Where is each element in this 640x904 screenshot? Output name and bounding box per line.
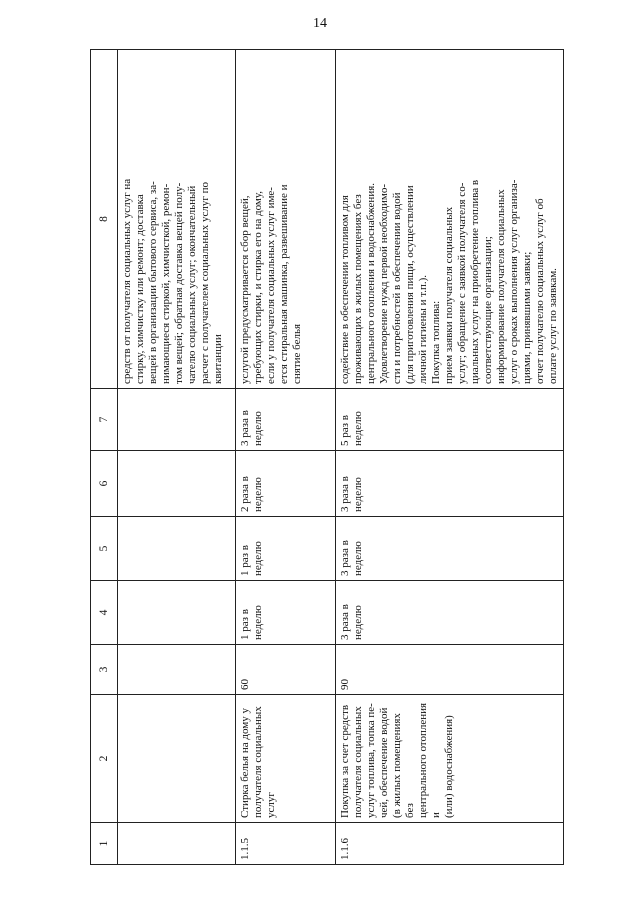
- col-header-1: 1: [91, 823, 118, 865]
- col-header-4: 4: [91, 581, 118, 645]
- description-line: сти и потребностей в обеспечении водой: [391, 192, 403, 384]
- cell-col3: [118, 645, 236, 695]
- frequency-line: 5 раз в: [339, 415, 351, 446]
- frequency-line: 3 раза в: [339, 476, 351, 512]
- cell-code: 1.1.6: [336, 823, 564, 865]
- service-name-line: чей, обеспечение водой: [378, 707, 390, 818]
- col-header-2: 2: [91, 695, 118, 823]
- frequency-line: 3 раза в: [339, 604, 351, 640]
- cell-col4: [336, 581, 564, 645]
- description-line: информирование получателя социальных: [495, 189, 507, 384]
- cell-description: [118, 50, 236, 389]
- description-line: ется стиральная машинка, развешивание и: [278, 184, 290, 384]
- description-line: личной гигиены и т.п.).: [417, 274, 429, 384]
- description-line: вещей в организации бытового сервиса, за-: [147, 181, 159, 384]
- description-line: Покупка топлива:: [430, 300, 442, 384]
- description-line: содействие в обеспечении топливом для: [339, 195, 351, 384]
- col-header-6: 6: [91, 451, 118, 517]
- col-header-5: 5: [91, 517, 118, 581]
- col-header-8: 8: [91, 50, 118, 389]
- service-name-line: (в жилых помещениях без: [391, 713, 416, 818]
- description-line: квитанции: [212, 334, 224, 384]
- cell-col7: [118, 389, 236, 451]
- cell-col5: [118, 517, 236, 581]
- page-number: 14: [313, 16, 327, 31]
- cell-service-name: [236, 695, 336, 823]
- service-name-line: получателя социальных: [352, 706, 364, 818]
- description-line: услуг о сроках выполнения услуг организа-: [508, 179, 520, 384]
- description-line: соответствующие организации;: [482, 236, 494, 384]
- frequency-line: неделю: [352, 541, 364, 576]
- description-line: расчет с получателем социальных услуг по: [199, 182, 211, 384]
- frequency-line: неделю: [252, 605, 264, 640]
- cell-col6: [236, 451, 336, 517]
- description-line: оплате услуг по заявкам.: [547, 268, 559, 384]
- description-line: отчет получателю социальных услуг об: [534, 198, 546, 384]
- description-line: Удовлетворение нужд первой необходимо-: [378, 183, 390, 384]
- description-line: циальных услуг на приобретение топлива в: [469, 179, 481, 384]
- description-line: снятие белья: [291, 323, 303, 384]
- frequency-line: неделю: [252, 411, 264, 446]
- cell-col4: [236, 581, 336, 645]
- cell-description: [236, 50, 336, 389]
- description-line: центрального отопления и водоснабжения.: [365, 182, 377, 384]
- col-header-3: 3: [91, 645, 118, 695]
- frequency-line: неделю: [252, 541, 264, 576]
- table-row: [118, 50, 236, 865]
- cell-col4: [118, 581, 236, 645]
- service-name-line: получателя социальных: [252, 706, 264, 818]
- header-row: [91, 50, 118, 865]
- col-header-7: 7: [91, 389, 118, 451]
- description-line: стирку, химчистку или ремонт; доставка: [134, 194, 146, 384]
- cell-code: [118, 823, 236, 865]
- description-line: услугой предусматривается сбор вещей,: [239, 195, 251, 384]
- cell-col5: [336, 517, 564, 581]
- cell-code: 1.1.5: [236, 823, 336, 865]
- frequency-line: 2 раза в: [239, 476, 251, 512]
- table-body: [118, 50, 564, 865]
- description-line: нимающиеся стиркой, химчисткой, ремон-: [160, 183, 172, 384]
- frequency-line: неделю: [252, 477, 264, 512]
- frequency-line: 3 раза в: [339, 540, 351, 576]
- description-line: прием заявки получателя социальных: [443, 206, 455, 384]
- frequency-line: неделю: [352, 411, 364, 446]
- frequency-line: неделю: [352, 605, 364, 640]
- frequency-line: неделю: [352, 477, 364, 512]
- description-line: услуг; обращение с заявкой получателя со-: [456, 182, 468, 384]
- table-row: [236, 50, 336, 865]
- cell-col5: [236, 517, 336, 581]
- services-table: [90, 49, 564, 865]
- cell-col7: [336, 389, 564, 451]
- cell-service-name: [118, 695, 236, 823]
- description-line: требующих стирки, и стирка его на дому,: [252, 190, 264, 384]
- service-name-line: центрального отопления и: [417, 702, 442, 818]
- description-line: (для приготовления пищи, осуществлении: [404, 185, 416, 384]
- cell-col3: 60: [236, 645, 336, 695]
- description-line: чателю социальных услуг; окончательный: [186, 185, 198, 384]
- service-name-line: услуг: [265, 792, 277, 818]
- service-name-line: Стирка белья на дому у: [239, 708, 251, 818]
- frequency-line: 1 раз в: [239, 545, 251, 576]
- cell-col3: 90: [336, 645, 564, 695]
- service-name-line: услуг топлива, топка пе-: [365, 703, 377, 818]
- frequency-line: 1 раз в: [239, 609, 251, 640]
- table-row: [336, 50, 564, 865]
- description-line: проживающих в жилых помещениях без: [352, 194, 364, 384]
- description-line: если у получателя социальных услуг име-: [265, 187, 277, 384]
- cell-service-name: [336, 695, 564, 823]
- cell-col6: [118, 451, 236, 517]
- service-name-line: (или) водоснабжения): [443, 715, 455, 818]
- cell-description: [336, 50, 564, 389]
- frequency-line: 3 раза в: [239, 410, 251, 446]
- description-line: циями, принявшими заявки;: [521, 251, 533, 384]
- description-line: том вещей; обратная доставка вещей полу-: [173, 182, 185, 384]
- cell-col7: [236, 389, 336, 451]
- cell-col6: [336, 451, 564, 517]
- description-line: средств от получателя социальных услуг на: [121, 178, 133, 384]
- service-name-line: Покупка за счет средств: [339, 704, 351, 818]
- rotated-table-region: [90, 50, 559, 865]
